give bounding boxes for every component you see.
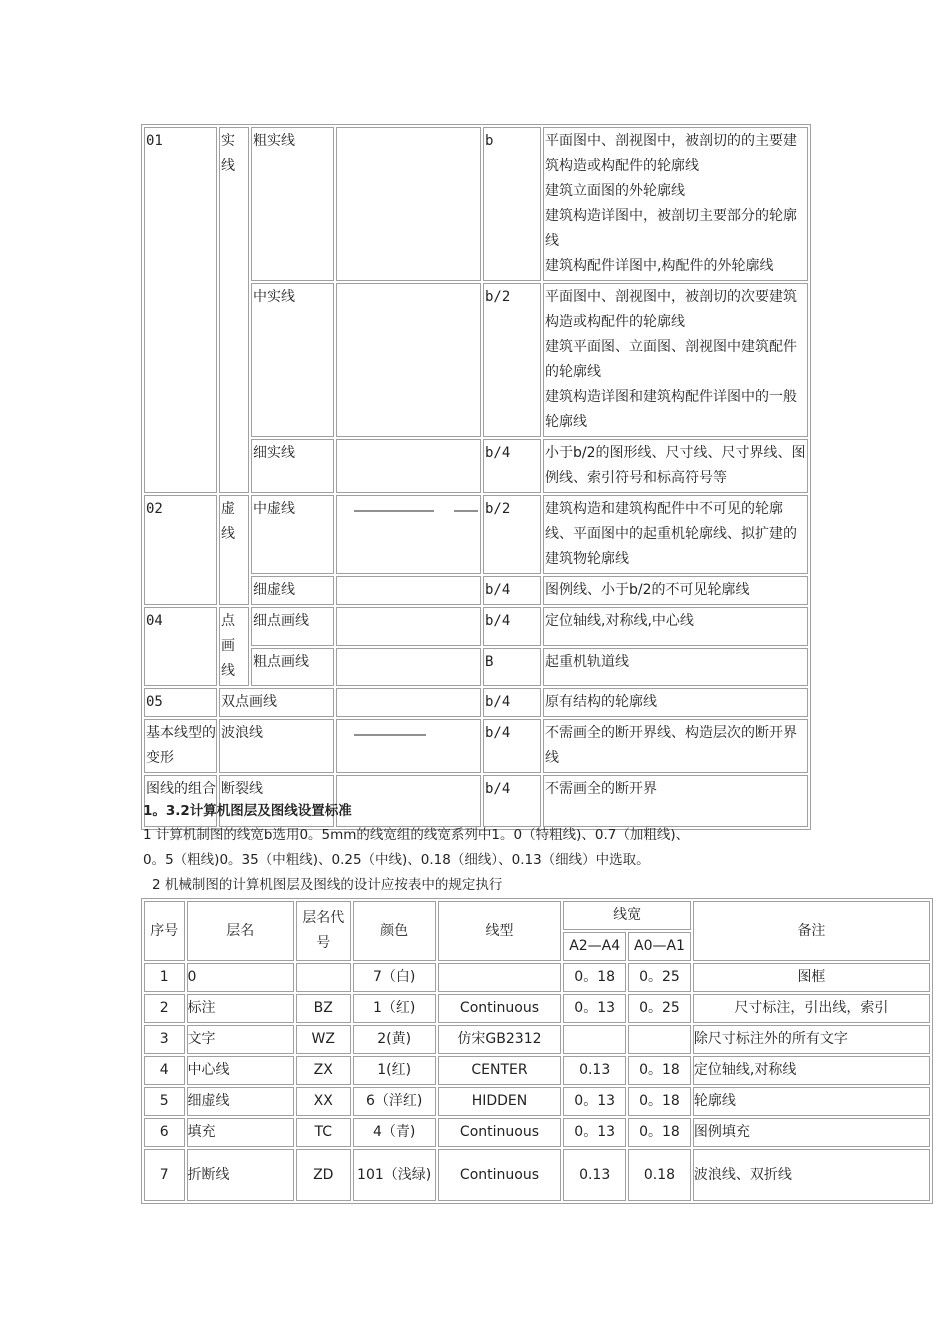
paragraph-2: 2 机械制图的计算机图层及图线的设计应按表中的规定执行 [152, 877, 503, 893]
line-type: 虚线 [219, 495, 249, 605]
header-no: 序号 [144, 901, 185, 961]
line-usage: 小于b/2的图形线、尺寸线、尺寸界线、图例线、索引符号和标高符号等 [543, 439, 808, 493]
row-w1: 0.13 [563, 1149, 626, 1201]
row-w2: 0。18 [628, 1118, 691, 1147]
row-code [296, 963, 351, 992]
line-name: 波浪线 [219, 719, 334, 773]
row-w1: 0。13 [563, 994, 626, 1023]
line-name: 中虚线 [251, 495, 334, 574]
line-sample [336, 688, 481, 717]
line-usage: 图例线、小于b/2的不可见轮廓线 [543, 576, 808, 605]
row-color: 6（洋红) [353, 1087, 436, 1116]
header-w1: A2—A4 [563, 932, 626, 961]
row-no: 1 [144, 963, 185, 992]
row-name: 折断线 [187, 1149, 294, 1201]
line-width: b/4 [483, 607, 541, 646]
row-code: WZ [296, 1025, 351, 1054]
row-w2: 0。18 [628, 1087, 691, 1116]
row-w1: 0.13 [563, 1056, 626, 1085]
line-code: 02 [144, 495, 217, 605]
header-code: 层名代号 [296, 901, 351, 961]
line-sample-wave [336, 719, 481, 773]
line-name: 细实线 [251, 439, 334, 493]
line-sample [336, 607, 481, 646]
line-sample [336, 439, 481, 493]
line-sample [336, 127, 481, 281]
row-linetype: HIDDEN [438, 1087, 562, 1116]
header-name: 层名 [187, 901, 294, 961]
header-note: 备注 [693, 901, 930, 961]
line-width: b/4 [483, 719, 541, 773]
line-sample [336, 283, 481, 437]
row-linetype: Continuous [438, 1149, 562, 1201]
row-name: 细虚线 [187, 1087, 294, 1116]
row-note: 波浪线、双折线 [693, 1149, 930, 1201]
row-color: 101（浅绿) [353, 1149, 436, 1201]
line-name: 粗点画线 [251, 648, 334, 687]
line-name: 断裂线 [219, 775, 334, 827]
row-w1: 0。13 [563, 1118, 626, 1147]
row-no: 4 [144, 1056, 185, 1085]
row-name: 文字 [187, 1025, 294, 1054]
row-name: 0 [187, 963, 294, 992]
row-linetype [438, 963, 562, 992]
paragraph-1-line-1: 1 计算机制图的线宽b选用0。5mm的线宽组的线宽系列中1。0（特粗线)、0.7（加粗线)、 [143, 827, 690, 843]
line-usage: 平面图中、剖视图中，被剖切的次要建筑构造或构配件的轮廓线 建筑平面图、立面图、剖视图中建筑配件的轮廓线 建筑构造详图和建筑构配件详图中的一般轮廓线 [543, 283, 808, 437]
header-linetype: 线型 [438, 901, 562, 961]
line-usage: 不需画全的断开界线、构造层次的断开界线 [543, 719, 808, 773]
row-w2: 0。18 [628, 1056, 691, 1085]
line-code: 基本线型的变形 [144, 719, 217, 773]
header-width: 线宽 [563, 901, 691, 930]
line-width: b/4 [483, 688, 541, 717]
row-no: 5 [144, 1087, 185, 1116]
line-sample [336, 576, 481, 605]
row-w2: 0。25 [628, 994, 691, 1023]
row-w2: 0。25 [628, 963, 691, 992]
line-width: b/4 [483, 576, 541, 605]
row-note: 图框 [693, 963, 930, 992]
wave-line-sample [338, 721, 478, 745]
row-code: BZ [296, 994, 351, 1023]
row-code: ZD [296, 1149, 351, 1201]
line-usage: 起重机轨道线 [543, 648, 808, 687]
row-w2: 0.18 [628, 1149, 691, 1201]
line-width: b/4 [483, 775, 541, 827]
row-note: 图例填充 [693, 1118, 930, 1147]
line-sample [336, 648, 481, 687]
row-note: 尺寸标注，引出线，索引 [693, 994, 930, 1023]
line-code: 图线的组合 [144, 775, 217, 827]
row-code: TC [296, 1118, 351, 1147]
row-w2 [628, 1025, 691, 1054]
row-linetype: CENTER [438, 1056, 562, 1085]
dashed-line-sample [338, 497, 478, 521]
row-note: 轮廓线 [693, 1087, 930, 1116]
row-linetype: Continuous [438, 994, 562, 1023]
row-color: 7（白) [353, 963, 436, 992]
line-name: 粗实线 [251, 127, 334, 281]
row-w1: 0。18 [563, 963, 626, 992]
line-usage: 建筑构造和建筑构配件中不可见的轮廓线、平面图中的起重机轮廓线、拟扩建的建筑物轮廓线 [543, 495, 808, 574]
line-code: 04 [144, 607, 217, 686]
row-name: 填充 [187, 1118, 294, 1147]
line-type-table [141, 124, 811, 830]
row-linetype: Continuous [438, 1118, 562, 1147]
line-name: 双点画线 [219, 688, 334, 717]
paragraph-1-line-2: 0。5（粗线)0。35（中粗线)、0.25（中线)、0.18（细线）、0.13（细线）中选取。 [143, 852, 650, 868]
row-note: 除尺寸标注外的所有文字 [693, 1025, 930, 1054]
row-no: 2 [144, 994, 185, 1023]
line-name: 细点画线 [251, 607, 334, 646]
line-width: B [483, 648, 541, 687]
line-name: 中实线 [251, 283, 334, 437]
line-width: b [483, 127, 541, 281]
row-color: 4（青) [353, 1118, 436, 1147]
line-usage: 定位轴线,对称线,中心线 [543, 607, 808, 646]
line-code: 05 [144, 688, 217, 717]
line-name: 细虚线 [251, 576, 334, 605]
row-name: 标注 [187, 994, 294, 1023]
line-type: 实线 [219, 127, 249, 493]
row-name: 中心线 [187, 1056, 294, 1085]
row-w1 [563, 1025, 626, 1054]
header-w2: A0—A1 [628, 932, 691, 961]
line-sample [336, 775, 481, 827]
line-usage: 不需画全的断开界 [543, 775, 808, 827]
row-code: XX [296, 1087, 351, 1116]
row-code: ZX [296, 1056, 351, 1085]
line-width: b/4 [483, 439, 541, 493]
row-color: 1（红) [353, 994, 436, 1023]
row-no: 7 [144, 1149, 185, 1201]
section-title: 1。3.2计算机图层及图线设置标准 [143, 803, 352, 819]
line-width: b/2 [483, 495, 541, 574]
row-color: 2(黄) [353, 1025, 436, 1054]
row-w1: 0。13 [563, 1087, 626, 1116]
row-no: 6 [144, 1118, 185, 1147]
line-usage: 平面图中、剖视图中，被剖切的的主要建筑构造或构配件的轮廓线 建筑立面图的外轮廓线 建筑构造详图中，被剖切主要部分的轮廓线 建筑构配件详图中,构配件的外轮廓线 [543, 127, 808, 281]
row-linetype: 仿宋GB2312 [438, 1025, 562, 1054]
line-type: 点画线 [219, 607, 249, 686]
line-usage: 原有结构的轮廓线 [543, 688, 808, 717]
line-width: b/2 [483, 283, 541, 437]
row-note: 定位轴线,对称线 [693, 1056, 930, 1085]
header-color: 颜色 [353, 901, 436, 961]
line-sample-dashed [336, 495, 481, 574]
row-no: 3 [144, 1025, 185, 1054]
row-color: 1(红) [353, 1056, 436, 1085]
layer-table [141, 898, 933, 1204]
line-code: 01 [144, 127, 217, 493]
